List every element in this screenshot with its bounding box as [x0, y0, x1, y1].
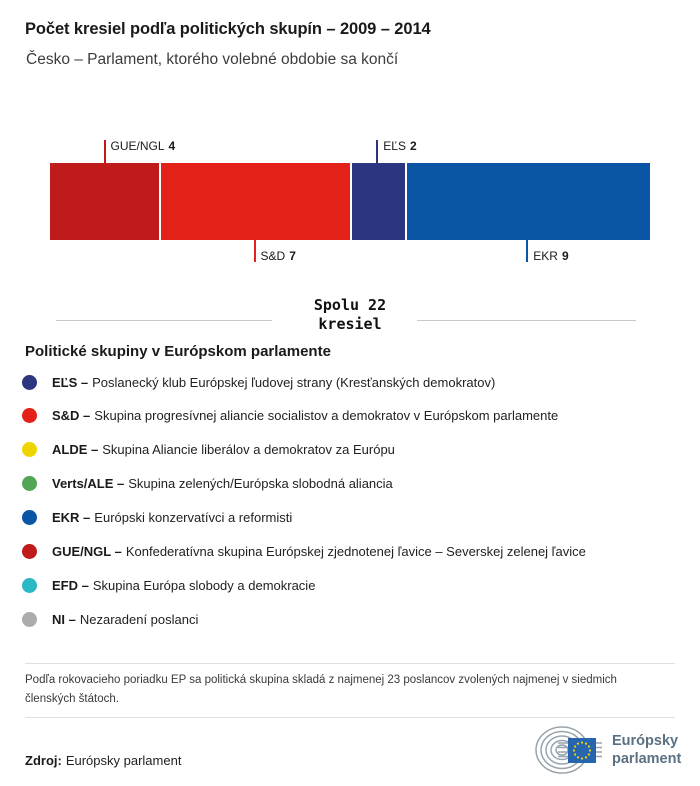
- legend-desc: Skupina progresívnej aliancie socialistov a demokratov v Európskom parlamente: [94, 408, 559, 424]
- legend-item-verts-ale: [22, 476, 393, 492]
- legend-desc: Nezaradení poslanci: [79, 611, 199, 627]
- total-seats-line2: kresiel: [318, 315, 382, 333]
- footnote-divider-bottom: [25, 717, 675, 718]
- footnote-divider-top: [25, 663, 675, 664]
- legend-item-s-d: [22, 408, 558, 424]
- chart-area: [0, 0, 700, 300]
- legend-desc: Poslanecký klub Európskej ľudovej strany (Kresťanských demokratov): [92, 374, 496, 390]
- legend-item-efd: [22, 577, 315, 593]
- bar-segment-ekr: [405, 163, 650, 240]
- legend-dot-icon: [22, 375, 37, 390]
- legend-item-alde: [22, 442, 395, 458]
- legend-item-ni: [22, 611, 198, 627]
- ep-logo-line1: Európsky: [612, 733, 679, 749]
- bar-label-ekr: [526, 240, 568, 266]
- bar-label-tick: [254, 240, 256, 262]
- bar-label-text: EKR 9: [533, 249, 569, 263]
- page-title: Počet kresiel podľa politických skupín – 2009 – 2014: [25, 20, 431, 38]
- bar-label-tick: [376, 140, 378, 163]
- source-line: [25, 753, 181, 768]
- legend-dot-icon: [22, 544, 37, 559]
- ep-logo-line2: parlament: [612, 751, 682, 767]
- legend-item-e-s: [22, 374, 495, 390]
- source-label: Zdroj:: [25, 753, 62, 768]
- ep-logo-text: [612, 732, 681, 768]
- total-seats-line1: Spolu 22: [313, 296, 387, 314]
- legend-dot-icon: [22, 510, 37, 525]
- bar-segment-e-s: [350, 163, 405, 240]
- bar-label-text: EĽS 2: [383, 139, 417, 153]
- total-divider-left: [56, 320, 272, 321]
- legend-abbr: NI –: [52, 611, 76, 627]
- legend-item-ekr: [22, 510, 292, 526]
- bar-label-text: S&D 7: [260, 249, 296, 263]
- legend-dot-icon: [22, 578, 37, 593]
- bar-label-e-s: [376, 140, 416, 163]
- stacked-bar: [50, 163, 650, 240]
- bar-label-text: GUE/NGL 4: [110, 139, 176, 153]
- legend-abbr: Verts/ALE –: [52, 476, 125, 492]
- legend-abbr: EKR –: [52, 510, 91, 526]
- ep-logo: [528, 722, 681, 778]
- legend-abbr: EFD –: [52, 577, 89, 593]
- legend-abbr: ALDE –: [52, 442, 99, 458]
- legend-dot-icon: [22, 476, 37, 491]
- legend-desc: Skupina zelených/Európska slobodná aliancia: [128, 476, 393, 492]
- bar-segment-gue-ngl: [50, 163, 159, 240]
- bar-segment-s-d: [159, 163, 350, 240]
- ep-hemicycle-icon: [528, 722, 606, 778]
- bar-label-tick: [104, 140, 106, 163]
- page-subtitle: Česko – Parlament, ktorého volebné obdobie sa končí: [26, 51, 399, 68]
- legend-dot-icon: [22, 612, 37, 627]
- source-value: Európsky parlament: [65, 753, 182, 768]
- footnote-text: Podľa rokovacieho poriadku EP sa politická skupina skladá z najmenej 23 poslancov zvolených najmenej v siedmich členských štátoch.: [25, 674, 617, 705]
- legend-title: Politické skupiny v Európskom parlamente: [25, 343, 331, 360]
- legend-abbr: S&D –: [52, 408, 91, 424]
- legend-dot-icon: [22, 408, 37, 423]
- legend-desc: Konfederatívna skupina Európskej zjednotenej ľavice – Severskej zelenej ľavice: [125, 544, 586, 559]
- legend-abbr: EĽS –: [52, 374, 89, 390]
- legend-desc: Európski konzervatívci a reformisti: [94, 510, 293, 526]
- total-seats-label: [250, 296, 450, 334]
- legend-dot-icon: [22, 442, 37, 457]
- bar-label-s-d: [254, 240, 296, 266]
- legend-desc: Skupina Aliancie liberálov a demokratov za Európu: [102, 442, 395, 458]
- legend-item-gue-ngl: [22, 544, 586, 560]
- legend-desc: Skupina Európa slobody a demokracie: [92, 577, 316, 593]
- bar-label-tick: [526, 240, 528, 262]
- legend-list: [22, 374, 682, 634]
- legend-abbr: GUE/NGL –: [52, 544, 122, 559]
- bar-label-gue-ngl: [104, 140, 176, 163]
